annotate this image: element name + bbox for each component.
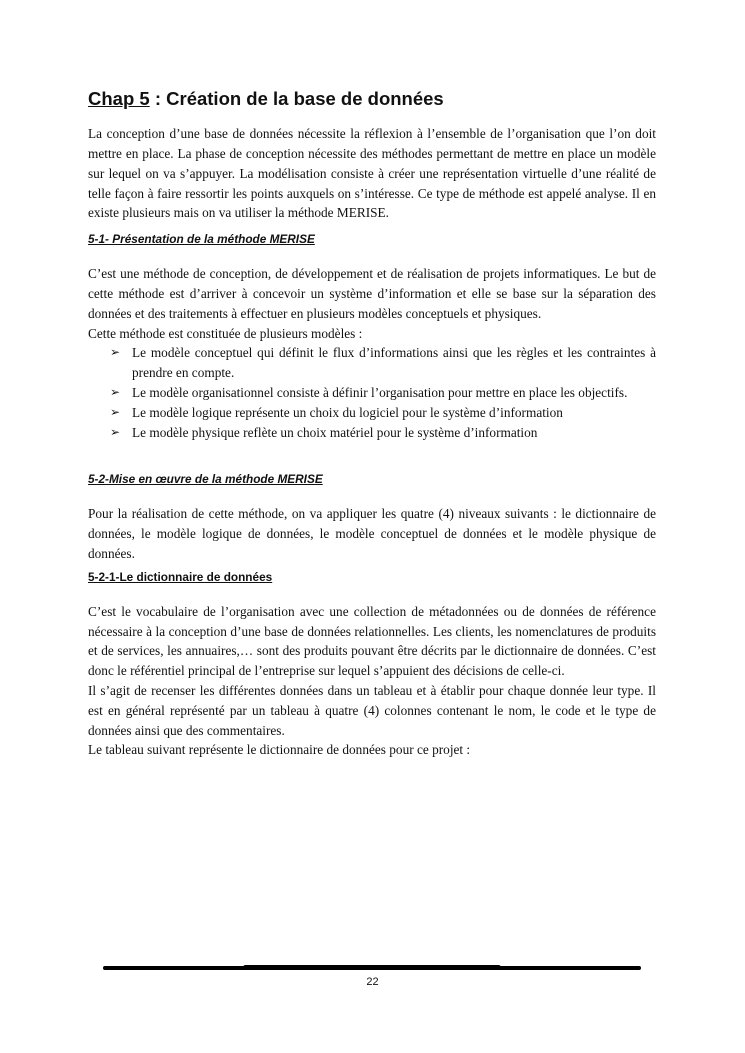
intro-paragraph: La conception d’une base de données nécessite la réflexion à l’ensemble de l’organisation que l’on doit mettre en place. La phase de conception nécessite des méthodes permettant de mettre en place un modèle sur lequel on va s’appuyer. La modélisation consiste à créer une représentation virtuelle d’une réalité de telle façon à faire ressortir les points auxquels on s’intéresse. Ce type de méthode est appelé analyse. Il en existe plusieurs mais on va utiliser la méthode MERISE. bbox=[88, 126, 656, 221]
list-item bbox=[110, 423, 656, 443]
section2-paragraph: Pour la réalisation de cette méthode, on va appliquer les quatre (4) niveaux suivants : le dictionnaire de données, le modèle logique de données, le modèle conceptuel de données et le modèle physique de données. bbox=[88, 506, 656, 561]
arrow-bullet-icon: ➢ bbox=[110, 384, 121, 399]
subsection-heading-5-2-1: 5-2-1-Le dictionnaire de données bbox=[88, 569, 273, 584]
models-list-intro: Cette méthode est constituée de plusieurs modèles : bbox=[88, 325, 363, 341]
section-heading-5-2: 5-2-Mise en œuvre de la méthode MERISE bbox=[88, 472, 323, 487]
list-item bbox=[110, 403, 656, 423]
arrow-bullet-icon: ➢ bbox=[110, 404, 121, 419]
page-number: 22 bbox=[366, 976, 379, 988]
list-item-text: Le modèle physique reflète un choix matériel pour le système d’information bbox=[132, 424, 538, 440]
section21-paragraph-3: Le tableau suivant représente le dictionnaire de données pour ce projet : bbox=[88, 742, 471, 758]
section21-paragraph-1: C’est le vocabulaire de l’organisation avec une collection de métadonnées ou de données de référence nécessaire à la conception d’une base de données relationnelles. Les clients, les nomenclatures de produits et de services, les annuaires,… sont des produits pouvant être décrits par le dictionnaire de données. C’est donc le référentiel principal de l’entreprise sur lequel s’appuient des décisions de celle-ci. bbox=[88, 603, 656, 679]
document-page bbox=[88, 88, 656, 760]
list-item-text: Le modèle conceptuel qui définit le flux d’informations ainsi que les règles et les contraintes à prendre en compte. bbox=[132, 345, 656, 381]
chapter-label: Chap 5 bbox=[88, 88, 150, 109]
chapter-title bbox=[88, 88, 656, 110]
section1-paragraph: C’est une méthode de conception, de développement et de réalisation de projets informatiques. Le but de cette méthode est d’arriver à concevoir un système d’information et elle se base sur la séparation des données et des traitements à effectuer en plusieurs modèles conceptuels et physiques. bbox=[88, 266, 656, 321]
section21-paragraph-2: Il s’agit de recenser les différentes données dans un tableau et à établir pour chaque donnée leur type. Il est en général représenté par un tableau à quatre (4) colonnes contenant le nom, le code et le type de données ainsi que des commentaires. bbox=[88, 682, 656, 738]
list-item-text: Le modèle organisationnel consiste à définir l’organisation pour mettre en place les objectifs. bbox=[132, 384, 628, 400]
footer-divider bbox=[103, 966, 641, 970]
arrow-bullet-icon: ➢ bbox=[110, 345, 121, 360]
chapter-title-text: : Création de la base de données bbox=[149, 88, 444, 109]
list-item bbox=[110, 343, 656, 383]
section-heading-5-1: 5-1- Présentation de la méthode MERISE bbox=[88, 232, 315, 247]
list-item-text: Le modèle logique représente un choix du logiciel pour le système d’information bbox=[132, 404, 563, 420]
arrow-bullet-icon: ➢ bbox=[110, 424, 121, 439]
list-item bbox=[110, 383, 656, 403]
models-list bbox=[88, 343, 656, 442]
